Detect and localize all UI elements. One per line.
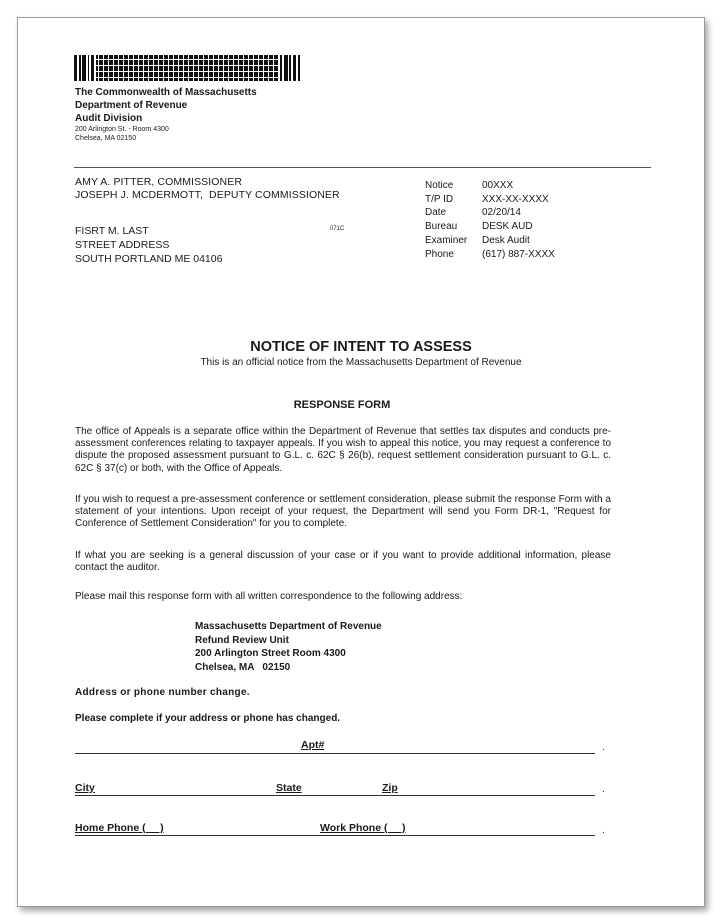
- recipient-city: SOUTH PORTLAND ME 04106: [75, 253, 223, 265]
- meta-key: Phone: [425, 248, 454, 260]
- work-phone-label: Work Phone ( ): [320, 822, 406, 834]
- notice-title: NOTICE OF INTENT TO ASSESS: [250, 339, 472, 355]
- barcode: [74, 55, 300, 81]
- discussion-paragraph: If what you are seeking is a general discussion of your case or if you want to provide additional information, please contact the auditor.: [75, 550, 611, 574]
- address-field[interactable]: [75, 753, 595, 754]
- city-state-zip-field[interactable]: [75, 795, 595, 796]
- meta-key: Bureau: [425, 221, 458, 233]
- meta-row: [425, 220, 555, 234]
- recipient-address: [75, 224, 222, 266]
- mailing-line-1: Massachusetts Department of Revenue: [195, 621, 382, 632]
- header-divider: [74, 167, 651, 168]
- agency-city: Chelsea, MA 02150: [75, 135, 137, 142]
- commissioner: AMY A. PITTER, COMMISSIONER: [75, 176, 243, 188]
- notice-meta: [425, 179, 555, 261]
- meta-key: Notice: [425, 180, 454, 191]
- meta-value: Desk Audit: [482, 234, 530, 246]
- agency-header: [75, 86, 257, 143]
- meta-key: Examiner: [425, 234, 468, 246]
- meta-value: DESK AUD: [482, 221, 533, 233]
- agency-line-3: Audit Division: [75, 113, 143, 124]
- zip-label: Zip: [382, 782, 398, 794]
- recipient-street: STREET ADDRESS: [75, 239, 170, 251]
- apt-label: Apt#: [301, 739, 325, 751]
- agency-line-2: Department of Revenue: [75, 100, 188, 111]
- meta-key: T/P ID: [425, 193, 454, 205]
- meta-key: Date: [425, 207, 447, 219]
- meta-value: 00XXX: [482, 180, 514, 191]
- change-instruction: Please complete if your address or phone has changed.: [75, 713, 341, 724]
- mailing-line-4: Chelsea, MA 02150: [195, 661, 291, 673]
- mailing-address: [195, 620, 382, 674]
- row-end-mark: .: [602, 784, 605, 795]
- appeals-paragraph: The office of Appeals is a separate office within the Department of Revenue that settles tax disputes and conducts pre-assessment conferences relating to taxpayer appeals. If you wish to appeal this notice, you may request a conference to dispute the proposed assessment pursuant to G.L. c. 62C § 26(b), request settlement consideration pursuant to G.L. c. 62C § 37(c) or both, with the Office of Appeals.: [75, 426, 611, 474]
- officials-block: [75, 176, 340, 202]
- response-form-title: RESPONSE FORM: [293, 399, 391, 411]
- recipient-code: 071C: [330, 226, 345, 232]
- notice-subtitle: This is an official notice from the Massachusetts Department of Revenue: [200, 357, 522, 368]
- meta-row: [425, 179, 555, 193]
- city-label: City: [75, 782, 95, 794]
- meta-value: XXX-XX-XXXX: [482, 193, 549, 205]
- mail-instruction: Please mail this response form with all written correspondence to the following address:: [75, 591, 463, 602]
- meta-value: 02/20/14: [482, 207, 521, 219]
- meta-row: [425, 193, 555, 207]
- deputy-commissioner: JOSEPH J. MCDERMOTT, DEPUTY COMMISSIONER: [75, 189, 340, 201]
- meta-row: [425, 206, 555, 220]
- phone-field[interactable]: [75, 835, 595, 836]
- recipient-name: FISRT M. LAST: [75, 225, 149, 237]
- agency-line-1: The Commonwealth of Massachusetts: [75, 87, 257, 98]
- document-page: [17, 17, 705, 907]
- meta-row: [425, 234, 555, 248]
- meta-value: (617) 887-XXXX: [482, 248, 555, 260]
- agency-street: 200 Arlington St. - Room 4300: [75, 126, 169, 133]
- conference-paragraph: If you wish to request a pre-assessment conference or settlement consideration, please submit the response Form with a statement of your intentions. Upon receipt of your request, the Department will send you Form DR-1, "Request for Conference of Settlement Consideration" for you to complete.: [75, 494, 611, 530]
- change-heading: Address or phone number change.: [75, 687, 250, 698]
- row-end-mark: .: [602, 742, 605, 753]
- mailing-line-2: Refund Review Unit: [195, 634, 289, 646]
- state-label: State: [276, 782, 302, 794]
- home-phone-label: Home Phone ( ): [75, 822, 164, 834]
- mailing-line-3: 200 Arlington Street Room 4300: [195, 648, 346, 659]
- row-end-mark: .: [602, 825, 605, 836]
- meta-row: [425, 248, 555, 262]
